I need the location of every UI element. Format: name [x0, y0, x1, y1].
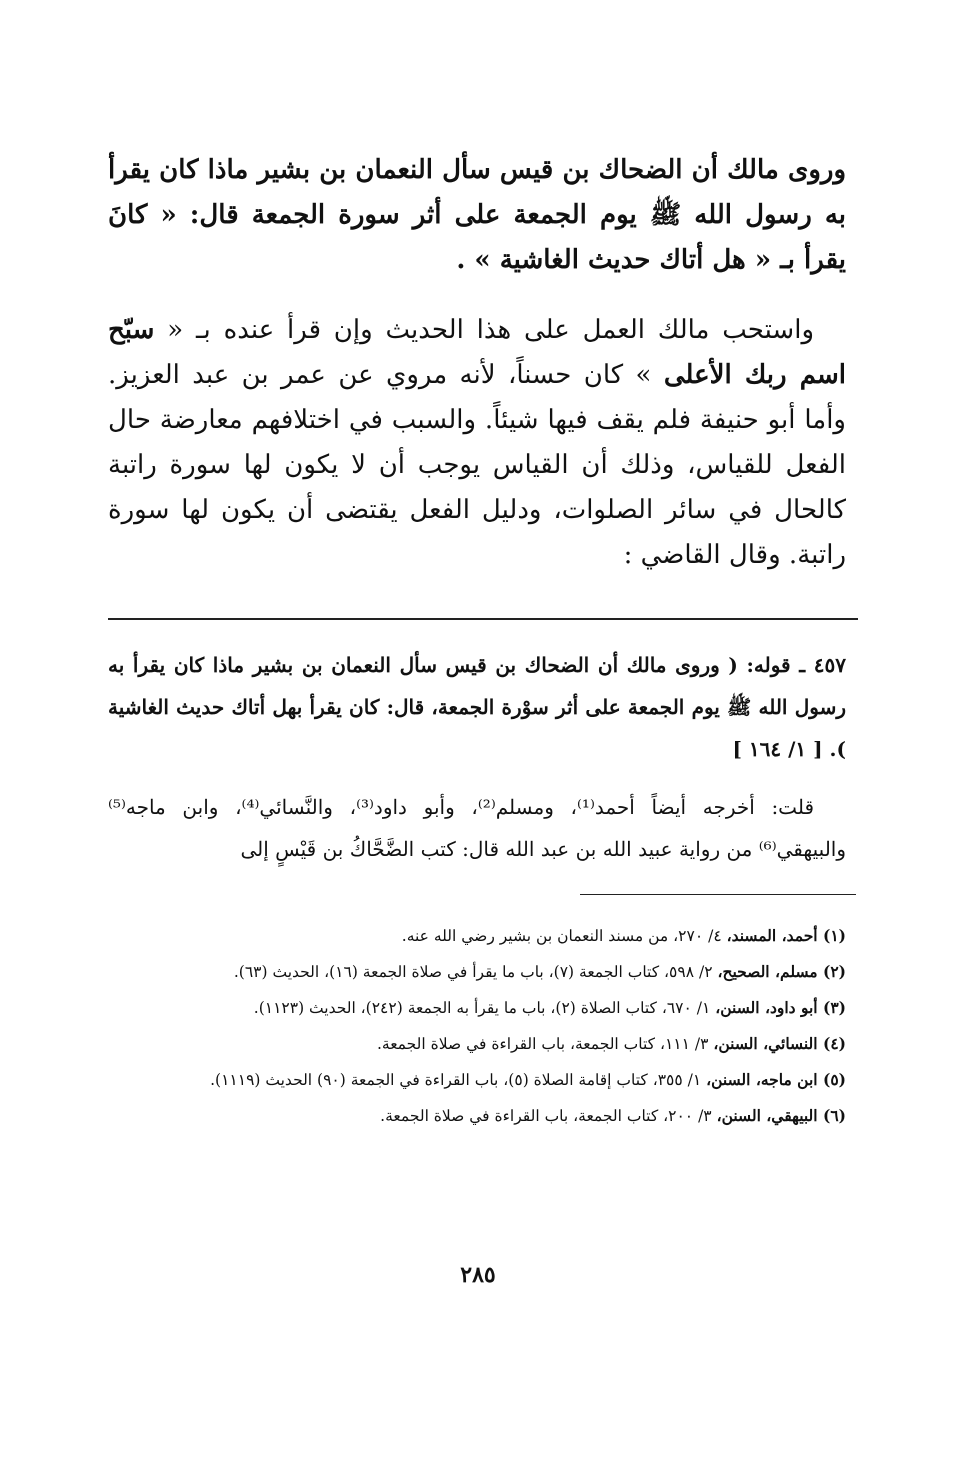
- main-separator-rule: [108, 618, 858, 620]
- main-paragraph-2-rest: » كان حسناً، لأنه مروي عن عمر بن عبد العزيز. وأما أبو حنيفة فلم يقف فيها شيئاً. والسبب في اختلافهم معارضة حال الفعل للقياس، وذلك أن القياس يوجب أن لا يكون لها سورة راتبة كالحال في سائر الصلوات، ودليل الفعل يقتضى أن يكون لها سورة راتبة. وقال القاضي :: [108, 360, 846, 570]
- footnote-4-label: (٤) النسائي، السنن،: [713, 1034, 846, 1053]
- commentary-heading: ٤٥٧ ـ قوله: ( وروى مالك أن الضحاك بن قيس سأل النعمان بن بشير ماذا كان يقرأ به رسول الله ﷺ يوم الجمعة على أثر سوْرة الجمعة، قال: كان يقرأ بهل أتاك حديث الغاشية ). [ ١/ ١٦٤ ]: [108, 653, 846, 761]
- footnote-3: [128, 992, 846, 1024]
- main-paragraph-2-start: واستحب مالك العمل على هذا الحديث وإن قرأ عنده بـ «: [167, 315, 815, 345]
- commentary-text: قلت: أخرجه أيضاً أحمد⁽¹⁾، ومسلم⁽²⁾، وأبو داود⁽³⁾، والنَّسائي⁽⁴⁾، وابن ماجه⁽⁵⁾ والبيهقي⁽⁶⁾ من رواية عبيد الله بن عبد الله قال: كتب الضَّحَّاكُ بن قَيْسٍ إلى: [108, 795, 846, 861]
- footnote-3-label: (٣) أبو داود، السنن،: [715, 998, 846, 1017]
- footnote-1: [128, 920, 846, 952]
- footnote-6-label: (٦) البيهقي، السنن،: [716, 1106, 846, 1125]
- footnote-1-text: ٤/ ٢٧٠، من مسند النعمان بن بشير رضي الله عنه.: [401, 927, 722, 945]
- footnotes: [128, 920, 846, 1136]
- quoted-surah-name: سبّح اسم ربك الأعلى: [108, 315, 847, 390]
- footnote-4-text: ٣/ ١١١، كتاب الجمعة، باب القراءة في صلاة الجمعة.: [376, 1035, 709, 1053]
- footnote-2-text: ٢/ ٥٩٨، كتاب الجمعة (٧)، باب ما يقرأ في صلاة الجمعة (١٦)، الحديث (٦٣).: [233, 963, 713, 981]
- footnote-6-text: ٣/ ٢٠٠، كتاب الجمعة، باب القراءة في صلاة الجمعة.: [380, 1107, 712, 1125]
- footnote-6: [128, 1100, 846, 1132]
- main-paragraph-1: وروى مالك أن الضحاك بن قيس سأل النعمان بن بشير ماذا كان يقرأ به رسول الله ﷺ يوم الجمعة على أثر سورة الجمعة قال: « كانَ يقرأ بـ « هل أتاك حديث الغاشية » .: [108, 155, 846, 275]
- footnote-2-label: (٢) مسلم، الصحيح،: [717, 962, 846, 981]
- footnote-5-text: ١/ ٣٥٥، كتاب إقامة الصلاة (٥)، باب القراءة في الجمعة (٩٠) الحديث (١١١٩).: [210, 1071, 702, 1089]
- footnote-3-text: ١/ ٦٧٠، كتاب الصلاة (٢)، باب ما يقرأ به الجمعة (٢٤٢)، الحديث (١١٢٣).: [253, 999, 711, 1017]
- page-number: ٢٨٥: [460, 1262, 496, 1288]
- main-paragraph-2: [108, 308, 846, 578]
- footnote-5: [128, 1064, 846, 1096]
- footnote-separator-rule: [580, 894, 856, 895]
- footnote-5-label: (٥) ابن ماجه، السنن،: [706, 1070, 846, 1089]
- footnote-4: [128, 1028, 846, 1060]
- footnote-2: [128, 956, 846, 988]
- footnote-1-label: (١) أحمد، المسند،: [726, 926, 846, 945]
